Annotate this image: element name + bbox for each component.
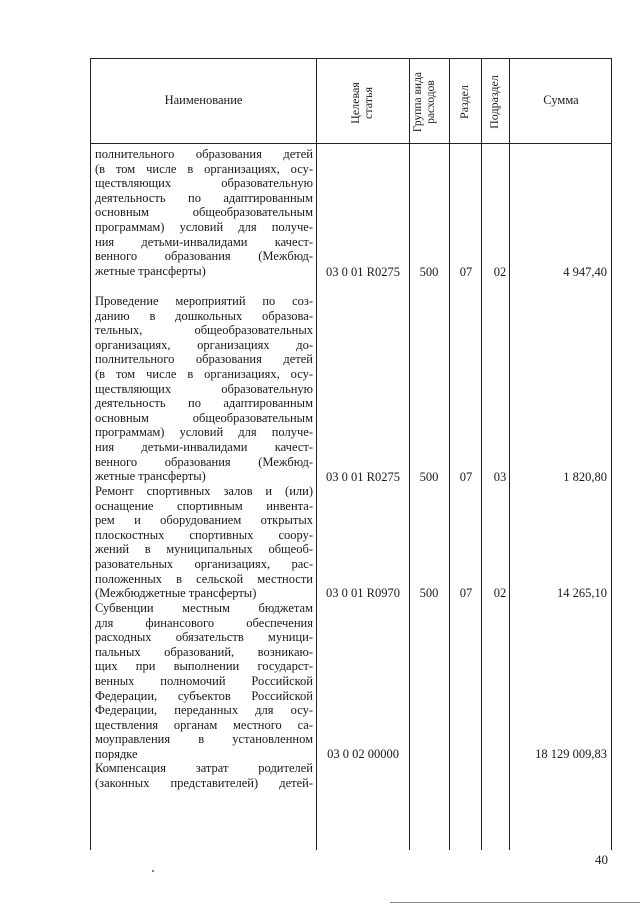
row-name-line: деятельность по адаптированным bbox=[95, 190, 313, 205]
row-name-line: полнительного образования детей bbox=[95, 352, 313, 367]
row-name bbox=[95, 761, 313, 790]
row-name-line: Компенсация затрат родителей bbox=[95, 761, 313, 775]
row-subsection: 02 bbox=[493, 265, 507, 279]
row-name-line: основным общеобразовательным bbox=[95, 410, 313, 425]
row-name-line: Ремонт спортивных залов и (или) bbox=[95, 484, 313, 498]
row-group: 500 bbox=[419, 265, 439, 279]
row-name-line: моуправления в установленном bbox=[95, 732, 313, 747]
row-subsection: 02 bbox=[493, 586, 507, 600]
scan-edge-line bbox=[390, 902, 640, 903]
col-divider bbox=[409, 59, 410, 850]
col-divider bbox=[316, 59, 317, 850]
row-amount: 1 820,80 bbox=[563, 470, 607, 484]
row-name-line: жетные трансферты) bbox=[95, 469, 206, 484]
row-name-line: ния детьми-инвалидами качест- bbox=[95, 234, 313, 249]
page-number: 40 bbox=[595, 852, 608, 867]
row-name-line: порядке bbox=[95, 746, 138, 761]
row-name-line: данию в дошкольных образова- bbox=[95, 308, 313, 323]
row-name-line: Федерации, субъектов Российской bbox=[95, 688, 313, 703]
row-name-line: (в том числе в организациях, осу- bbox=[95, 161, 313, 176]
row-name-line: деятельность по адаптированным bbox=[95, 396, 313, 411]
header-target-article: Целевая статья bbox=[348, 82, 375, 124]
row-amount: 18 129 009,83 bbox=[535, 747, 607, 761]
row-name-line: программам) условий для получе- bbox=[95, 425, 313, 440]
row-name-line: основным общеобразовательным bbox=[95, 205, 313, 220]
row-subsection: 03 bbox=[493, 470, 507, 484]
row-amount: 4 947,40 bbox=[563, 265, 607, 279]
row-name-line: ния детьми-инвалидами качест- bbox=[95, 439, 313, 454]
row-name bbox=[95, 601, 313, 762]
row-code: 03 0 01 R0275 bbox=[326, 265, 400, 279]
row-name-line: программам) условий для получе- bbox=[95, 219, 313, 234]
col-divider bbox=[449, 59, 450, 850]
row-name-line: жений в муниципальных общеоб- bbox=[95, 542, 313, 557]
row-group: 500 bbox=[419, 470, 439, 484]
row-name-line: ществляющих образовательную bbox=[95, 176, 313, 191]
row-name-line: Проведение мероприятий по соз- bbox=[95, 294, 313, 308]
col-divider bbox=[481, 59, 482, 850]
row-name-line: (законных представителей) детей- bbox=[95, 775, 313, 790]
row-name-line: Федерации, переданных для осу- bbox=[95, 703, 313, 718]
row-section: 07 bbox=[459, 470, 473, 484]
row-name-line: ществления органам местного са- bbox=[95, 717, 313, 732]
scan-speck bbox=[152, 870, 154, 872]
header-section: Раздел bbox=[457, 85, 471, 119]
row-name-line: жетные трансферты) bbox=[95, 263, 206, 278]
row-code: 03 0 01 R0275 bbox=[326, 470, 400, 484]
row-name-line: Субвенции местным бюджетам bbox=[95, 601, 313, 615]
row-name-line: тельных, общеобразовательных bbox=[95, 323, 313, 338]
header-subsection: Подраздел bbox=[487, 75, 501, 129]
row-group: 500 bbox=[419, 586, 439, 600]
budget-table bbox=[90, 58, 612, 850]
row-name-line: расходных обязательств муници- bbox=[95, 630, 313, 645]
row-name-line: плоскостных спортивных соору- bbox=[95, 527, 313, 542]
row-name-line: венного образования (Межбюд- bbox=[95, 249, 313, 264]
row-name-line: рем и оборудованием открытых bbox=[95, 513, 313, 528]
header-name: Наименование bbox=[164, 93, 243, 107]
row-code: 03 0 02 00000 bbox=[327, 747, 399, 761]
header-amount: Сумма bbox=[543, 93, 579, 107]
row-name-line: (Межбюджетные трансферты) bbox=[95, 586, 257, 601]
row-section: 07 bbox=[459, 265, 473, 279]
row-name-line: для финансового обеспечения bbox=[95, 615, 313, 630]
row-name-line: венного образования (Межбюд- bbox=[95, 454, 313, 469]
row-name-line: венных полномочий Российской bbox=[95, 673, 313, 688]
row-name bbox=[95, 484, 313, 601]
row-name-line: щих при выполнении государст- bbox=[95, 659, 313, 674]
row-section: 07 bbox=[459, 586, 473, 600]
row-name-line: (в том числе в организациях, осу- bbox=[95, 366, 313, 381]
row-name-line: положенных в сельской местности bbox=[95, 571, 313, 586]
row-name bbox=[95, 147, 313, 278]
header-expense-group: Группа вида расходов bbox=[412, 71, 437, 133]
row-name bbox=[95, 294, 313, 484]
row-name-line: полнительного образования детей bbox=[95, 147, 313, 161]
row-name-line: организациях, организациях до- bbox=[95, 337, 313, 352]
row-code: 03 0 01 R0970 bbox=[326, 586, 400, 600]
row-amount: 14 265,10 bbox=[557, 586, 607, 600]
row-name-line: разовательных организациях, рас- bbox=[95, 556, 313, 571]
row-name-line: пальных образований, возникаю- bbox=[95, 644, 313, 659]
col-divider bbox=[509, 59, 510, 850]
row-name-line: оснащение спортивным инвента- bbox=[95, 498, 313, 513]
row-name-line: ществляющих образовательную bbox=[95, 381, 313, 396]
